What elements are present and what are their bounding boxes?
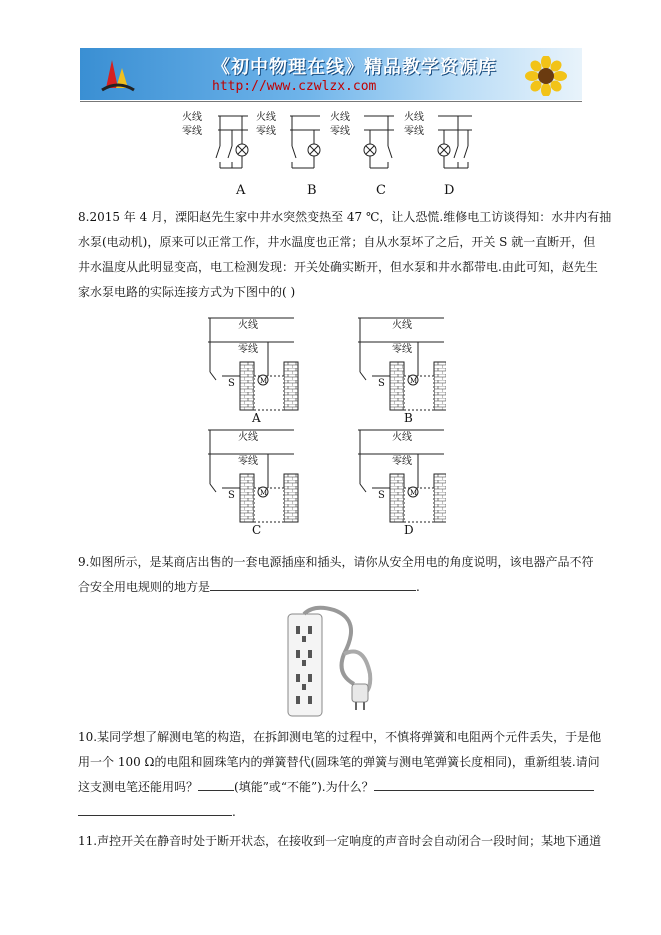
live-label: 火线 bbox=[404, 112, 424, 123]
neutral-label: 零线 bbox=[404, 126, 424, 137]
live-label: 火线 bbox=[392, 432, 412, 443]
q10-suffix: . bbox=[232, 805, 236, 819]
q8-line: 井水温度从此明显变高，电工检测发现：开关处确实断开，但水泵和井水都带电.由此可知，赵先生 bbox=[78, 260, 598, 274]
power-strip-image bbox=[284, 604, 384, 720]
neutral-label: 零线 bbox=[392, 344, 412, 355]
answer-blank[interactable] bbox=[374, 776, 594, 791]
q10-line bbox=[78, 775, 584, 800]
q8-line: 8.2015 年 4 月，溧阳赵先生家中井水突然变热至 47 ℃，让人恐慌.维修电工访谈得知：水井内有抽 bbox=[78, 210, 612, 224]
sunflower-icon bbox=[522, 56, 570, 96]
header-divider bbox=[80, 101, 582, 102]
live-label: 火线 bbox=[330, 112, 350, 123]
q10-middle: (填能”或“不能”).为什么？ bbox=[234, 780, 374, 794]
live-label: 火线 bbox=[182, 112, 202, 123]
circuit-options-diagram bbox=[180, 106, 480, 198]
answer-blank[interactable] bbox=[210, 576, 416, 591]
pump-circuit-diagram bbox=[196, 314, 446, 544]
option-label: B bbox=[307, 183, 317, 198]
neutral-label: 零线 bbox=[238, 456, 258, 467]
neutral-label: 零线 bbox=[256, 126, 276, 137]
switch-label: S bbox=[228, 490, 235, 501]
q11-line: 11.声控开关在静音时处于断开状态，在接收到一定响度的声音时会自动闭合一段时间；某地下通道 bbox=[78, 834, 602, 848]
neutral-label: 零线 bbox=[392, 456, 412, 467]
q10-prefix: 这支测电笔还能用吗？ bbox=[78, 780, 199, 794]
option-label: C bbox=[252, 523, 262, 537]
q9-line bbox=[78, 575, 584, 600]
q9-suffix: . bbox=[416, 580, 420, 594]
q10-line bbox=[78, 800, 584, 825]
neutral-label: 零线 bbox=[182, 126, 202, 137]
option-label: D bbox=[404, 523, 414, 537]
option-label: D bbox=[444, 183, 455, 198]
q8-line: 家水泵电路的实际连接方式为下图中的( ) bbox=[78, 285, 296, 299]
header-url: http://www.czwlzx.com bbox=[212, 79, 377, 94]
q9-prefix: 合安全用电规则的地方是 bbox=[78, 580, 211, 594]
switch-label: S bbox=[378, 490, 385, 501]
question-8 bbox=[78, 205, 612, 305]
live-label: 火线 bbox=[238, 432, 258, 443]
switch-label: S bbox=[378, 378, 385, 389]
answer-blank[interactable] bbox=[78, 801, 232, 816]
option-label: C bbox=[376, 183, 386, 198]
site-logo-icon bbox=[98, 54, 138, 94]
svg-text:M: M bbox=[260, 377, 268, 385]
question-9 bbox=[78, 550, 594, 600]
q9-line: 9.如图所示，是某商店出售的一套电源插座和插头，请你从安全用电的角度说明，该电器产品不符 bbox=[78, 555, 594, 569]
option-label: A bbox=[252, 411, 261, 425]
neutral-label: 零线 bbox=[330, 126, 350, 137]
option-label: A bbox=[236, 183, 246, 198]
live-label: 火线 bbox=[256, 112, 276, 123]
live-label: 火线 bbox=[392, 320, 412, 331]
neutral-label: 零线 bbox=[238, 344, 258, 355]
question-10 bbox=[78, 725, 602, 825]
question-11 bbox=[78, 829, 602, 854]
q10-line: 10.某同学想了解测电笔的构造，在拆卸测电笔的过程中，不慎将弹簧和电阻两个元件丢失，于是他 bbox=[78, 730, 602, 744]
option-label: B bbox=[404, 411, 413, 425]
live-label: 火线 bbox=[238, 320, 258, 331]
q8-line: 水泵(电动机)，原来可以正常工作，井水温度也正常；自从水泵坏了之后，开关 S 就一直断开，但 bbox=[78, 235, 596, 249]
switch-label: S bbox=[228, 378, 235, 389]
header-banner bbox=[80, 48, 582, 100]
q10-line: 用一个 100 Ω的电阻和圆珠笔内的弹簧替代(圆珠笔的弹簧与测电笔弹簧长度相同)，重新组装.请问 bbox=[78, 755, 600, 769]
header-title: 《初中物理在线》精品教学资源库 bbox=[212, 57, 497, 78]
answer-blank[interactable] bbox=[198, 776, 234, 791]
